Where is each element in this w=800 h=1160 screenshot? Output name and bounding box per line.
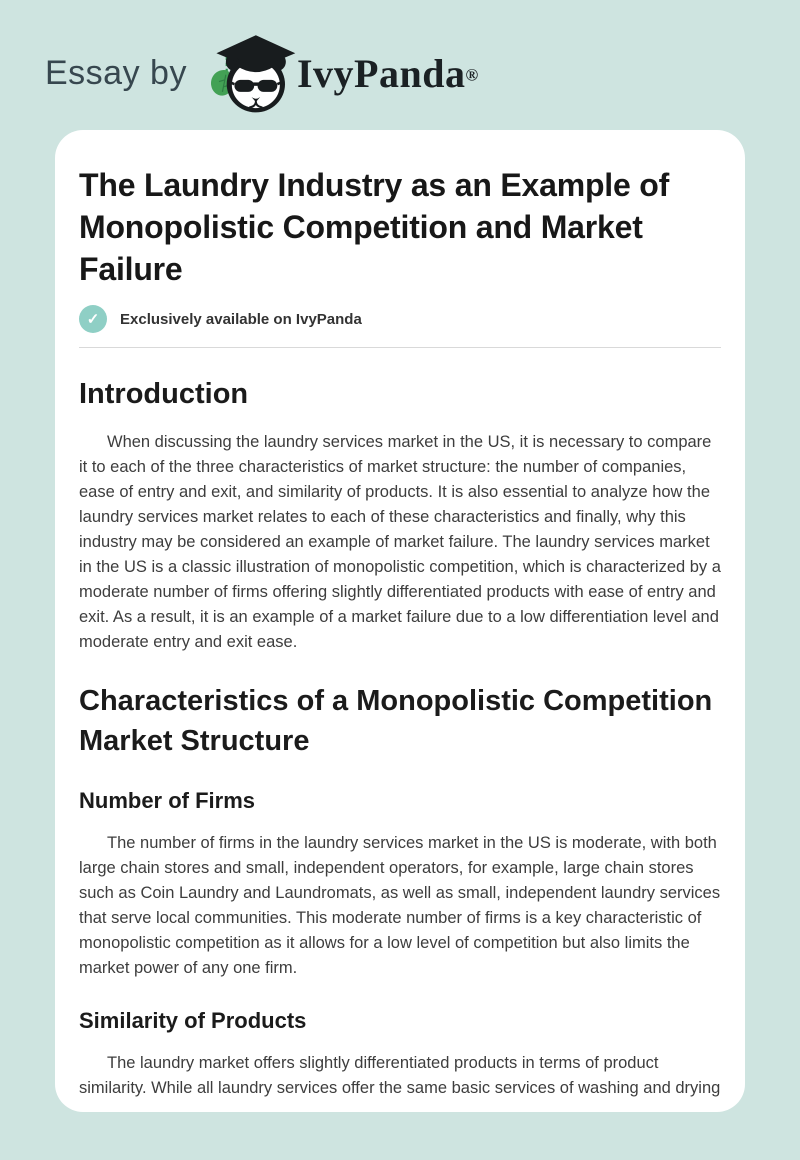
paragraph-introduction: When discussing the laundry services market in the US, it is necessary to compare it to each of the three characteristics of market structure: the number of companies, ease of entry and exit, and similarity of products. It is also essential to analyze how the laundry services market relates to each of these characteristics and finally, why this industry may be considered an example of market failure. The laundry services market in the US is a classic illustration of monopolistic competition, which is characterized by a moderate number of firms offering slightly differentiated products with ease of entry and exit. As a result, it is an example of a market failure due to a low differentiation level and moderate entry and exit ease.	[79, 433, 721, 651]
registered-trademark: ®	[465, 65, 479, 85]
divider	[79, 347, 721, 348]
heading-characteristics: Characteristics of a Monopolistic Competition Market Structure	[79, 685, 713, 757]
graduate-panda-icon[interactable]	[201, 28, 297, 118]
exclusive-badge-label: Exclusively available on IvyPanda	[120, 310, 362, 328]
paragraph-similarity-of-products: The laundry market offers slightly differentiated products in terms of product similarity. While all laundry services offer the same basic services of washing and drying	[79, 1054, 721, 1097]
brand-name: IvyPanda	[296, 50, 466, 96]
subheading-number-of-firms: Number of Firms	[79, 788, 256, 813]
page-title: The Laundry Industry as an Example of Monopolistic Competition and Market Failure	[79, 167, 670, 287]
exclusive-badge	[79, 305, 721, 333]
heading-introduction: Introduction	[79, 378, 249, 410]
essay-card	[55, 130, 745, 1112]
checkmark-icon: ✓	[79, 305, 107, 333]
site-header	[0, 0, 800, 118]
subheading-similarity-of-products: Similarity of Products	[79, 1008, 307, 1033]
essay-by-label: Essay by	[45, 53, 187, 92]
paragraph-number-of-firms: The number of firms in the laundry services market in the US is moderate, with both large chain stores and small, independent operators, for example, large chain stores such as Coin Laundry and Laundromats, as well as small, independent laundry services that serve local communities. This moderate number of firms is a key characteristic of monopolistic competition as it allows for a low level of competition but also limits the market power of any one firm.	[79, 834, 721, 977]
brand-wordmark[interactable]	[297, 50, 478, 97]
